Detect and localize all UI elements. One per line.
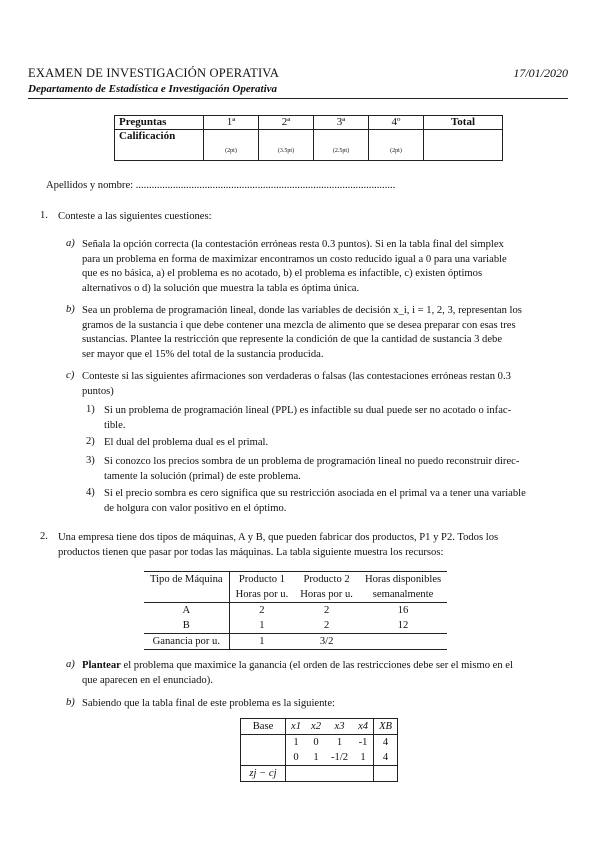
resources-profit-label: Ganancia por u.: [144, 634, 229, 650]
simplex-row1-xb: 4: [374, 735, 398, 751]
q2a-line-rest: el problema que maximice la ganancia (el orden de las restricciones debe ser el mismo en el: [120, 660, 513, 671]
grades-q2-points: (3.5pt): [277, 148, 295, 154]
q1c-item-4-line: Si el precio sombra es cero significa que su restricción asociada en el primal va a tener una variable: [104, 488, 526, 499]
resources-header-p2: Producto 2: [294, 572, 359, 588]
simplex-row2-base: [241, 750, 286, 766]
resources-row-b-machine: B: [144, 618, 229, 634]
resources-header2-p2: Horas por u.: [294, 587, 359, 603]
department-name: Departamento de Estadística e Investigación Operativa: [28, 83, 278, 95]
simplex-header-x4-text: x4: [358, 721, 369, 732]
q2-text: [58, 531, 572, 560]
q1c-line: puntos): [82, 385, 114, 397]
resources-row-a-p1: 2: [259, 605, 265, 616]
resources-table: [144, 571, 447, 650]
simplex-header-x3: [326, 719, 353, 735]
simplex-header-x1-text: x1: [291, 721, 301, 732]
simplex-row2-x4: 1: [360, 752, 366, 763]
q1c-item-4-number: 4): [86, 487, 95, 498]
q1a-line: que es no básica, a) el problema es no acotado, b) el problema es infactible, c) existen óptimos: [82, 268, 483, 280]
grades-q2-header: 2ª: [259, 116, 314, 130]
simplex-row1-x4: -1: [358, 737, 368, 748]
simplex-zj-x2: [306, 766, 326, 782]
resources-header-hours: Horas disponibles: [359, 572, 447, 588]
resources-header2-machine: [144, 587, 229, 603]
resources-row-b-p1: 1: [259, 620, 265, 631]
grades-total-cell: [424, 130, 503, 161]
q1c-item-3-number: 3): [86, 455, 95, 466]
simplex-zj-x3: [326, 766, 353, 782]
q1-intro: Conteste a las siguientes cuestiones:: [58, 211, 212, 222]
simplex-row1-x3: 1: [336, 737, 343, 748]
simplex-header-x3-text: x3: [334, 721, 345, 732]
q2a-letter: a): [66, 659, 75, 670]
q1c-item-3-line: tamente la solución (primal) de este problema.: [104, 470, 301, 482]
grades-q4-points: (2pt): [390, 148, 402, 154]
q1c-item-2-number: 2): [86, 436, 95, 447]
simplex-zj-label-text: zj − cj: [249, 768, 277, 779]
q1b-text: [82, 304, 572, 362]
q1c-item-1-number: 1): [86, 404, 95, 415]
grades-q1-header: 1ª: [204, 116, 259, 130]
grades-total-header: Total: [424, 116, 503, 130]
q2-line: Una empresa tiene dos tipos de máquinas, A y B, que pueden fabricar dos productos, P1 y P2. Todos los: [58, 532, 499, 543]
resources-row-b-hours: 12: [397, 620, 409, 631]
simplex-header-x1: [286, 719, 307, 735]
q1c-item-3-line: Si conozco los precios sombra de un problema de programación lineal no puedo reconstruir direc-: [104, 456, 520, 467]
simplex-table: [240, 718, 398, 782]
grades-q4-header: 4º: [369, 116, 424, 130]
q2-line: productos tienen que pasar por todas las máquinas. La tabla siguiente muestra los recursos:: [58, 546, 444, 558]
simplex-row2-x1: 0: [293, 752, 299, 763]
q1b-line: Sea un problema de programación lineal, donde las variables de decisión x_i, i = 1, 2, 3, representan los: [82, 305, 522, 316]
grades-q1-points: (2pt): [225, 148, 237, 154]
resources-profit-hours: [359, 634, 447, 650]
q2a-text: [82, 659, 572, 688]
q1a-line: para un problema en forma de maximizar encontramos un costo reducido igual a 0 para una variable: [82, 253, 507, 265]
q1c-item-1-line: tible.: [104, 419, 126, 431]
q1b-letter: b): [66, 304, 75, 315]
q1c-item-1: [104, 404, 572, 433]
q1c-item-4-line: de holgura con valor positivo en el óptimo.: [104, 502, 287, 514]
simplex-header-xb: [374, 719, 398, 735]
q2a-bold-word: Plantear: [82, 660, 121, 671]
simplex-row2-xb: 4: [374, 750, 398, 766]
resources-row-a-p2: 2: [323, 605, 330, 616]
resources-row-a-hours: 16: [397, 605, 409, 616]
q1c-item-4: [104, 487, 572, 516]
q2b-letter: b): [66, 697, 75, 708]
simplex-header-x2-text: x2: [311, 721, 321, 732]
q2-number: 2.: [40, 531, 48, 542]
simplex-zj-x4: [353, 766, 374, 782]
grades-table: [114, 115, 503, 161]
q1-number: 1.: [40, 210, 48, 221]
simplex-row1-base: [241, 735, 286, 751]
simplex-zj-x1: [286, 766, 307, 782]
simplex-zj-label: [241, 766, 286, 782]
grades-q3-points: (2.5pt): [332, 148, 350, 154]
q1c-item-1-line: Si un problema de programación lineal (PPL) es infactible su dual puede ser no acotado o infac-: [104, 405, 512, 416]
header-rule: [28, 98, 568, 99]
q1b-line: ser mayor que el 15% del total de la sustancia producida.: [82, 348, 324, 360]
grades-q1-cell: [204, 130, 259, 161]
simplex-row1-x1: 1: [293, 737, 299, 748]
simplex-row2-x2: 1: [313, 752, 319, 763]
exam-date: 17/01/2020: [513, 66, 568, 80]
simplex-row1-x2: 0: [313, 737, 319, 748]
q1c-item-3: [104, 455, 572, 484]
grades-q2-cell: [259, 130, 314, 161]
simplex-header-x2: [306, 719, 326, 735]
name-field-line: Apellidos y nombre: ..................................................................................................: [46, 180, 396, 191]
q1a-line: alternativos o d) la solución que muestra la tabla es óptima única.: [82, 282, 360, 294]
resources-header2-hours: semanalmente: [359, 587, 447, 603]
q2b-text: Sabiendo que la tabla final de este problema es la siguiente:: [82, 698, 335, 709]
resources-header-machine: Tipo de Máquina: [144, 572, 229, 588]
q1c-text: [82, 370, 572, 399]
grades-q3-header: 3ª: [314, 116, 369, 130]
q1c-line: Conteste si las siguientes afirmaciones son verdaderas o falsas (las contestaciones erróneas restan 0.3: [82, 371, 511, 382]
grades-q3-cell: [314, 130, 369, 161]
resources-profit-p1: 1: [229, 634, 294, 650]
q2a-line: que aparecen en el enunciado).: [82, 674, 213, 686]
grades-q4-cell: [369, 130, 424, 161]
resources-profit-p2: 3/2: [294, 634, 359, 650]
grades-label-questions: Preguntas: [115, 116, 204, 130]
grades-label-score: Calificación: [115, 130, 204, 161]
q1a-text: [82, 238, 572, 296]
simplex-row2-x3: -1/2: [331, 752, 349, 763]
q1b-line: gramos de la sustancia i que debe contener una mezcla de alimento que se desea preparar con esas tres: [82, 319, 516, 331]
resources-row-a-machine: A: [144, 603, 229, 619]
simplex-header-x4: [353, 719, 374, 735]
q1c-item-2: [104, 436, 572, 451]
q1c-item-2-line: El dual del problema dual es el primal.: [104, 437, 269, 448]
exam-title: EXAMEN DE INVESTIGACIÓN OPERATIVA: [28, 66, 280, 80]
q1a-line: Señala la opción correcta (la contestación erróneas resta 0.3 puntos). Si en la tabla final del simplex: [82, 239, 504, 250]
simplex-zj-xb: [374, 766, 398, 782]
q1b-line: sustancias. Plantee la restricción que represente la condición de que la cantidad de sustancia 3 debe: [82, 334, 503, 346]
q1c-letter: c): [66, 370, 75, 381]
q1a-letter: a): [66, 238, 75, 249]
simplex-header-base: Base: [241, 719, 286, 735]
simplex-header-xb-text: XB: [379, 721, 393, 732]
resources-header2-p1: Horas por u.: [229, 587, 294, 603]
resources-header-p1: Producto 1: [229, 572, 294, 588]
resources-row-b-p2: 2: [323, 620, 330, 631]
